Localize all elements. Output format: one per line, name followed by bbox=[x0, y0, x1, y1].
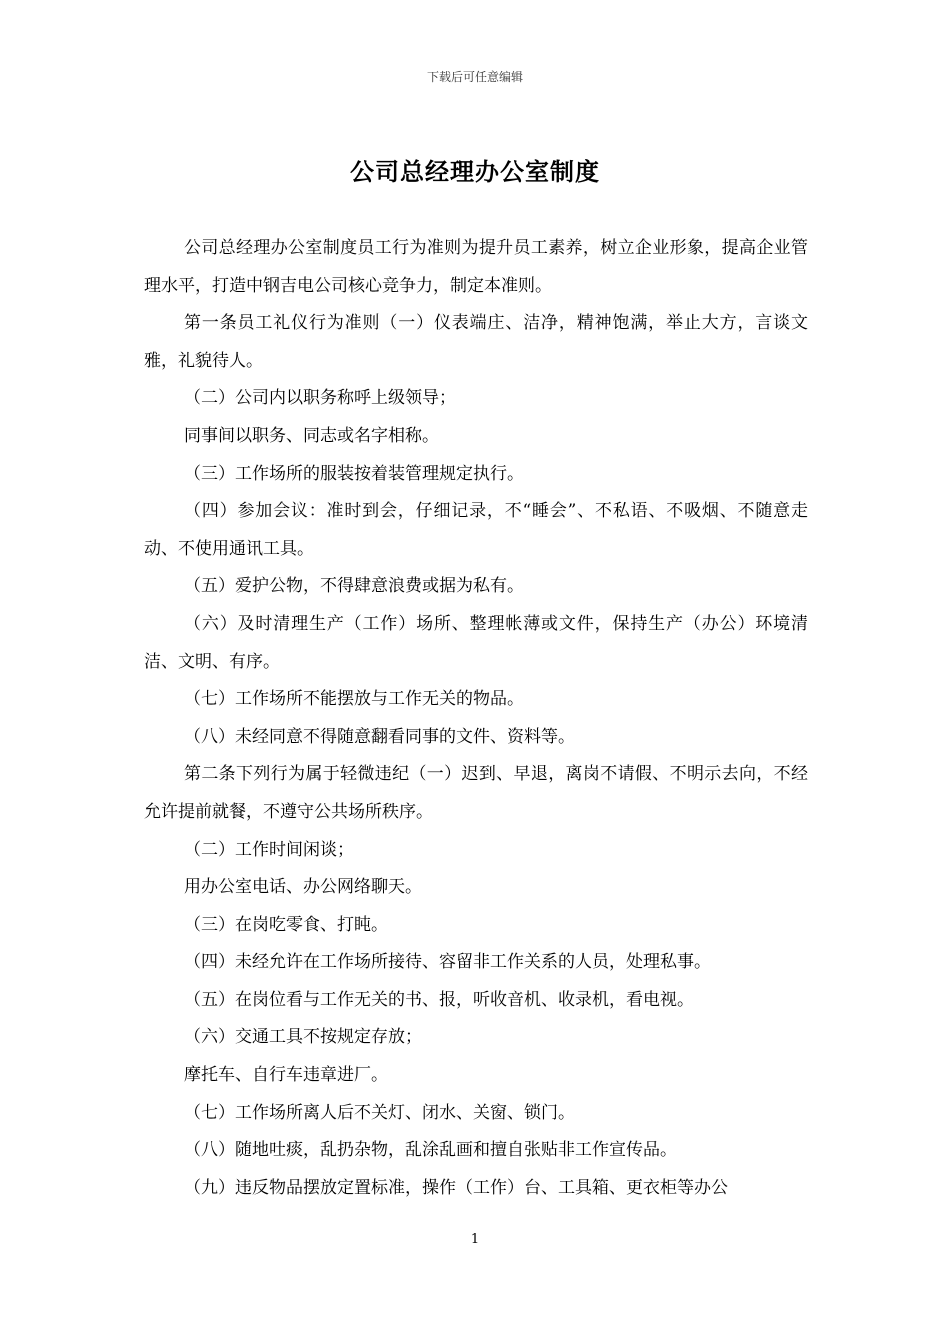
paragraph: （八）未经同意不得随意翻看同事的文件、资料等。 bbox=[184, 726, 575, 747]
paragraph: （二）工作时间闲谈； bbox=[184, 839, 354, 860]
paragraph: （三）工作场所的服装按着装管理规定执行。 bbox=[184, 463, 524, 484]
paragraph: （三）在岗吃零食、打盹。 bbox=[184, 914, 388, 935]
paragraph: （四）未经允许在工作场所接待、容留非工作关系的人员，处理私事。 bbox=[184, 952, 711, 973]
paragraph: 同事间以职务、同志或名字相称。 bbox=[184, 425, 439, 446]
document-title: 公司总经理办公室制度 bbox=[350, 157, 600, 186]
document-body bbox=[144, 230, 808, 1207]
paragraph: （五）在岗位看与工作无关的书、报，听收音机、收录机，看电视。 bbox=[184, 989, 694, 1010]
paragraph: 公司总经理办公室制度员工行为准则为提升员工素养，树立企业形象，提高企业管理水平，打造中钢吉电公司核心竞争力，制定本准则。 bbox=[144, 238, 808, 296]
paragraph: （二）公司内以职务称呼上级领导； bbox=[184, 388, 456, 409]
paragraph: （六）交通工具不按规定存放； bbox=[184, 1027, 422, 1048]
page-header-note: 下载后可任意编辑 bbox=[426, 70, 523, 84]
paragraph: 用办公室电话、办公网络聊天。 bbox=[184, 877, 422, 898]
paragraph: 第一条员工礼仪行为准则（一）仪表端庄、洁净，精神饱满，举止大方，言谈文雅，礼貌待人。 bbox=[144, 313, 808, 371]
paragraph: （四）参加会议：准时到会，仔细记录，不“睡会”、不私语、不吸烟、不随意走动、不使用通讯工具。 bbox=[144, 501, 808, 559]
paragraph: 第二条下列行为属于轻微违纪（一）迟到、早退，离岗不请假、不明示去向，不经允许提前就餐，不遵守公共场所秩序。 bbox=[144, 764, 808, 822]
paragraph: （五）爱护公物，不得肆意浪费或据为私有。 bbox=[184, 576, 524, 597]
paragraph: （九）违反物品摆放定置标准，操作（工作）台、工具箱、更衣柜等办公 bbox=[184, 1177, 728, 1198]
paragraph: （六）及时清理生产（工作）场所、整理帐薄或文件，保持生产（办公）环境清洁、文明、有序。 bbox=[144, 613, 808, 672]
paragraph: （七）工作场所离人后不关灯、闭水、关窗、锁门。 bbox=[184, 1102, 575, 1123]
paragraph: 摩托车、自行车违章进厂。 bbox=[184, 1065, 388, 1086]
page-number: 1 bbox=[470, 1232, 480, 1247]
paragraph: （八）随地吐痰，乱扔杂物，乱涂乱画和擅自张贴非工作宣传品。 bbox=[184, 1140, 677, 1161]
paragraph: （七）工作场所不能摆放与工作无关的物品。 bbox=[184, 689, 524, 710]
